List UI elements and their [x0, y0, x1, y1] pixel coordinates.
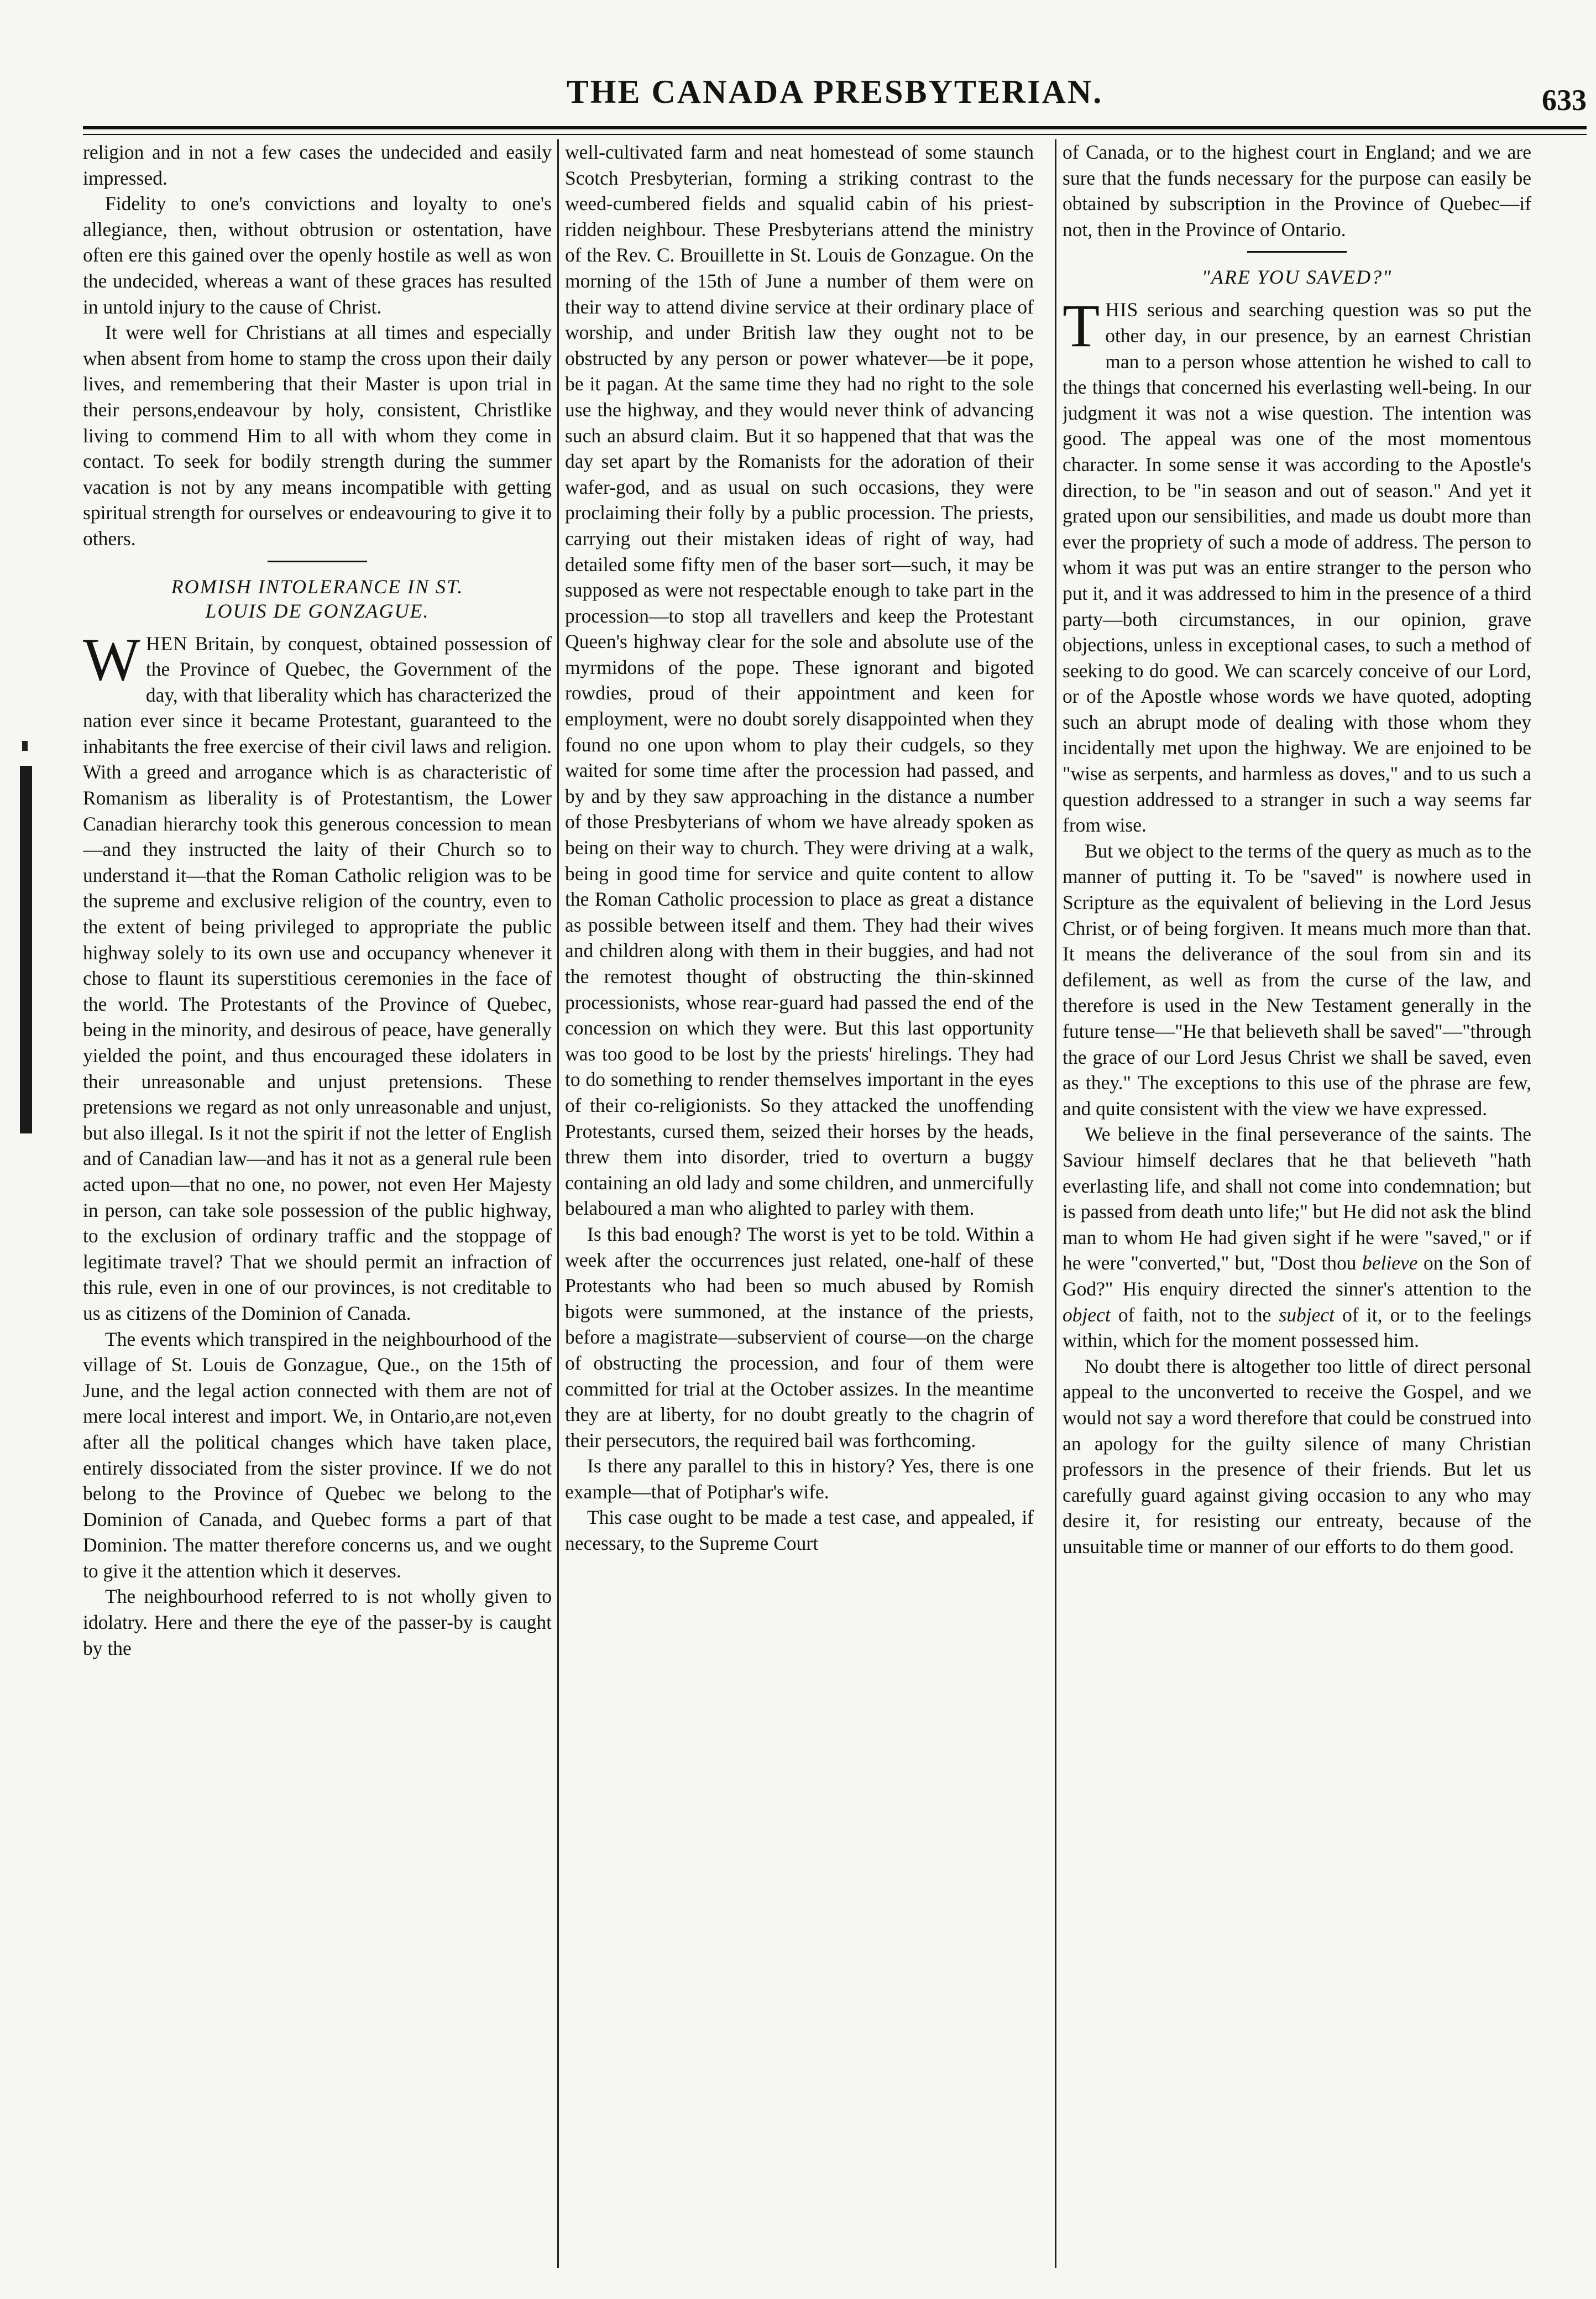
lead-paragraph: [83, 625, 552, 1326]
paragraph: Is this bad enough? The worst is yet to be told. Within a week after the occurrences just related, one-half of these Protestants who had been so much abused by Romish bigots were summoned, at the instance of the priests, before a magistrate—subservient of course—on the charge of obstructing the procession, and four of them were committed for trial at the October assizes. In the meantime they are at liberty, for no doubt greatly to the chagrin of their persecutors, the required bail was forthcoming.: [565, 1222, 1034, 1451]
paragraph: religion and in not a few cases the undecided and easily impressed.: [83, 141, 552, 189]
heading-line: ROMISH INTOLERANCE IN ST.: [171, 575, 464, 598]
paragraph-text: We believe in the final perseverance of the saints. The Saviour himself declares that he that believeth "hath everlasting life, and shall not come into condemnation; but is passed from death unto life;" but He did not ask the blind man to whom He had given sight if he were "saved," or if he were "converted," but, "Dost thou: [1063, 1123, 1531, 1274]
article-heading: [83, 574, 552, 623]
publication-title: THE CANADA PRESBYTERIAN.: [566, 74, 1103, 110]
section-divider: [268, 561, 367, 562]
paragraph: of Canada, or to the highest court in England; and we are sure that the funds necessary for the purpose can easily be obtained by subscription in the Province of Quebec—if not, then in the Province of Ontario.: [1063, 141, 1531, 241]
margin-mark-dot: [22, 741, 28, 751]
emphasis: believe: [1362, 1252, 1418, 1274]
drop-cap: T: [1063, 292, 1100, 360]
paragraph: But we object to the terms of the query as much as to the manner of putting it. To be "saved" is nowhere used in Scripture as the equivalent of believing in the Lord Jesus Christ, or of being forgiven. It means much more than that. It means the deliverance of the soul from sin and its defilement, as well as from the curse of the law, and therefore is used in the New Testament generally in the future tense—"He that believeth shall be saved"—"through the grace of our Lord Jesus Christ we shall be saved, even as they." The exceptions to this use of the phrase are few, and quite consistent with the view we have expressed.: [1063, 839, 1531, 1120]
paragraph-text: of faith, not to the: [1110, 1303, 1279, 1326]
drop-cap: W: [83, 625, 140, 693]
margin-binding-mark: [20, 766, 32, 1133]
page-number: 633: [1542, 83, 1587, 117]
paragraph: It were well for Christians at all times and especially when absent from home to stamp the cross upon their daily lives, and remembering that their Master is upon trial in their persons,endeavour by holy, consistent, Christlike living to commend Him to all with whom they come in contact. To seek for bodily strength during the summer vacation is not by any means incompatible with getting spiritual strength for ourselves or endeavouring to give it to others.: [83, 321, 552, 550]
paragraph: This case ought to be made a test case, and appealed, if necessary, to the Supreme Court: [565, 1506, 1034, 1555]
paragraph: well-cultivated farm and neat homestead of some staunch Scotch Presbyterian, forming a striking contrast to the weed-cumbered fields and squalid cabin of his priest-ridden neighbour. These Presbyterians attend the ministry of the Rev. C. Brouillette in St. Louis de Gonzague. On the morning of the 15th of June a number of them were on their way to attend divine service at their ordinary place of worship, and under British law they ought not to be obstructed by any person or power whatever—be it pope, be it pagan. At the same time they had no right to the sole use the highway, and they would never think of advancing such an absurd claim. But it so happened that that was the day set apart by the Romanists for the adoration of their wafer-god, and as usual on such occasions, they were proclaiming their folly by a public procession. The priests, carrying out their mistaken ideas of right of way, had detailed some fifty men of the baser sort—such, it may be supposed as were not respectable enough to take part in the procession—to stop all travellers and keep the Protestant Queen's highway clear for the sole and absolute use of the myrmidons of the pope. These ignorant and bigoted rowdies, proud of their appointment and keen for employment, were no doubt sorely disappointed when they found no one upon whom to play their cudgels, so they waited for some time after the procession had passed, and by and by they saw approaching in the distance a number of those Presbyterians of whom we have already spoken as being on their way to church. They were driving at a walk, being in good time for service and quite content to allow the Roman Catholic procession to place as great a distance as possible between itself and them. They had their wives and children along with them in their buggies, and had not the remotest thought of obstructing the thin-skinned processionists, whose rear-guard had passed the end of the concession on which they were. But this last opportunity was too good to be lost by the priests' hirelings. They had to do something to render themselves important in the eyes of their co-religionists. So they attacked the unoffending Protestants, cursed them, seized their horses by the heads, threw them into disorder, tried to overturn a buggy containing an old lady and some children, and unmercifully belaboured a man who alighted to parley with them.: [565, 141, 1034, 1220]
column-3: [1063, 139, 1531, 2274]
heading-line: LOUIS DE GONZAGUE.: [205, 599, 430, 622]
emphasis: subject: [1279, 1303, 1335, 1326]
paragraph-text: serious and searching question was so put the other day, in our presence, by an earnest Christian man to a person whose attention he wished to call to the things that concerned his everlasting well-being. In our judgment it was not a wise question. The intention was good. The appeal was one of the most momentous character. In some sense it was according to the Apostle's direction, to be "in season and out of season." And yet it grated upon our sensibilities, and made us doubt more than ever the propriety of such a mode of address. The person to whom it was put was an entire stranger to the person who put it, and it was addressed to him in the presence of a third party—both circumstances, in our opinion, grave objections, unless in exceptional cases, to such a method of seeking to do good. We can scarcely conceive of our Lord, or of the Apostle whose words we have quoted, adopting such an abrupt mode of dealing with those whom they incidentally met upon the highway. We are enjoined to be "wise as serpents, and harmless as doves," and to us such a question addressed to a stranger in such a way seems far from wise.: [1063, 299, 1531, 837]
paragraph-text: of it, or to the feelings within, which for the moment possessed him.: [1063, 1303, 1531, 1352]
paragraph: The events which transpired in the neighbourhood of the village of St. Louis de Gonzague, Que., on the 15th of June, and the legal action connected with them are not of mere local interest and import. We, in Ontario,are not,even after all the political changes which have taken place, entirely dissociated from the sister province. If we do not belong to the Province of Quebec we belong to the Dominion of Canada, and Quebec forms a part of that Dominion. The matter therefore concerns us, and we ought to give it the attention which it deserves.: [83, 1328, 552, 1582]
paragraph: No doubt there is altogether too little of direct personal appeal to the unconverted to receive the Gospel, and we would not say a word therefore that could be construed into an apology for the guilty silence of many Christian professors in the presence of their friends. But let us carefully guard against giving occasion to any who may desire it, for resisting our entreaty, because of the unsuitable time or manner of our efforts to do them good.: [1063, 1355, 1531, 1558]
lead-word: HIS: [1105, 299, 1139, 321]
paragraph: Fidelity to one's convictions and loyalty to one's allegiance, then, without obtrusion or ostentation, have often ere this gained over the openly hostile as well as won the undecided, whereas a want of these graces has resulted in untold injury to the cause of Christ.: [83, 192, 552, 318]
article-heading: "ARE YOU SAVED?": [1201, 266, 1393, 289]
column-divider-1: [557, 139, 559, 2268]
masthead: [83, 66, 1587, 127]
header-rule: [83, 126, 1587, 129]
paragraph: [1063, 1121, 1531, 1353]
lead-word: HEN: [145, 632, 188, 655]
paragraph: The neighbourhood referred to is not wholly given to idolatry. Here and there the eye of the passer-by is caught by the: [83, 1585, 552, 1659]
column-divider-2: [1055, 139, 1056, 2268]
emphasis: object: [1063, 1303, 1111, 1326]
column-1: [83, 139, 552, 2274]
section-divider: [1247, 251, 1347, 253]
paragraph-text: Britain, by conquest, obtained possession of the Province of Quebec, the Government of the day, with that liberality which has characterized the nation ever since it became Protestant, guaranteed to the inhabitants the free exercise of their civil laws and religion. With a greed and arrogance which is as characteristic of Romanism as liberality is of Protestantism, the Lower Canadian hierarchy took this generous concession to mean—and they instructed the laity of their Church so to understand it—that the Roman Catholic religion was to be the supreme and exclusive religion of the country, even to the extent of being privileged to appropriate the public highway solely to its own use and occupancy whenever it chose to flaunt its superstitious ceremonies in the face of the world. The Protestants of the Province of Quebec, being in the minority, and desirous of peace, have generally yielded the point, and thus encouraged these idolaters in their unreasonable and unjust pretensions. These pretensions we regard as not only unreasonable and unjust, but also illegal. Is it not the spirit if not the letter of English and of Canadian law—and has it not as a general rule been acted upon—that no one, no power, not even Her Majesty in person, can take sole possession of the public highway, to the exclusion of ordinary traffic and the stoppage of legitimate travel? That we should permit an infraction of this rule, even in one of our provinces, is not creditable to us as citizens of the Dominion of Canada.: [83, 632, 552, 1324]
paragraph-text: on the Son of God?" His enquiry directed the sinner's attention to the: [1063, 1252, 1531, 1300]
column-2: [565, 139, 1034, 2274]
lead-paragraph: [1063, 292, 1531, 838]
paragraph: Is there any parallel to this in history? Yes, there is one example—that of Potiphar's wife.: [565, 1455, 1034, 1503]
header-rule-thin: [83, 134, 1587, 135]
